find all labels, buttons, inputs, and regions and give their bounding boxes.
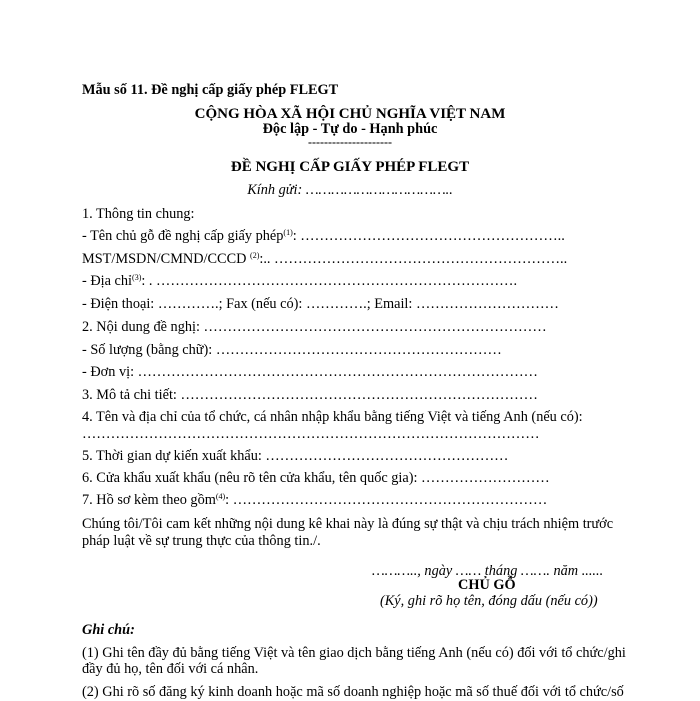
signature-instruction: (Ký, ghi rõ họ tên, đóng dấu (nếu có)) [380,593,598,609]
tax-id-fill: :.. …………………………………………………….. [259,251,568,267]
address-footnote-ref: (3) [132,273,142,282]
attached-docs-field [82,492,640,509]
request-content-field: 2. Nội dung đề nghị: ……………………………………………………………… [82,319,547,335]
tax-id-field [82,251,640,268]
country-name: CỘNG HÒA XÃ HỘI CHỦ NGHĨA VIỆT NAM [194,106,506,122]
export-time-field: 5. Thời gian dự kiến xuất khẩu: …………………………………………… [82,448,509,464]
note-1-line-2: đầy đủ họ, tên đối với cá nhân. [82,661,259,677]
form-label: Mẫu số 11. Đề nghị cấp giấy phép FLEGT [82,82,339,98]
attached-docs-fill: : ………………………………………………………… [225,492,548,508]
tax-id-label: MST/MSDN/CMND/CCCD [82,251,251,267]
importer-label: 4. Tên và địa chỉ của tổ chức, cá nhân nhập khẩu bằng tiếng Việt và tiếng Anh (nếu có): [82,409,583,425]
border-gate-field: 6. Cửa khẩu xuất khẩu (nêu rõ tên cửa khẩu, tên quốc gia): ……………………… [82,470,550,486]
note-1-line-1: (1) Ghi tên đầy đủ bằng tiếng Việt và tên giao dịch bằng tiếng Anh (nếu có) đối với tổ chức/ghi [82,645,626,661]
unit-field: - Đơn vị: ………………………………………………………………………… [82,364,538,380]
general-info-heading: 1. Thông tin chung: [82,206,195,222]
owner-name-field [82,228,640,245]
owner-name-fill: : ……………………………………………….. [292,228,565,244]
addressee-line: Kính gửi: …………………………….. [247,182,453,198]
signature-role: CHỦ GỖ [458,577,516,593]
document-title: ĐỀ NGHỊ CẤP GIẤY PHÉP FLEGT [230,159,470,175]
address-fill: : . …………………………………………………………………. [141,273,518,289]
address-field [82,273,640,290]
owner-name-label: - Tên chủ gỗ đề nghị cấp giấy phép [82,228,284,244]
signature-date-line: ……….., ngày …… tháng ……. năm ...... [372,563,604,579]
attached-docs-footnote-ref: (4) [215,492,226,501]
header-separator: --------------------- [308,135,392,149]
national-motto: Độc lập - Tự do - Hạnh phúc [262,121,438,137]
detail-description-field: 3. Mô tả chi tiết: ………………………………………………………………… [82,387,538,403]
commitment-line-2: pháp luật về sự trung thực của thông tin./. [82,533,321,549]
attached-docs-label: 7. Hồ sơ kèm theo gồm [82,492,216,508]
contact-field: - Điện thoại: ………….; Fax (nếu có): ………….; Email: ………………………… [82,296,559,312]
note-2-line-1: (2) Ghi rõ số đăng ký kinh doanh hoặc mã số doanh nghiệp hoặc mã số thuế đối với tổ chức/số [82,684,624,700]
address-label: - Địa chỉ [82,273,133,289]
tax-id-footnote-ref: (2) [250,251,260,260]
commitment-line-1: Chúng tôi/Tôi cam kết những nội dung kê khai này là đúng sự thật và chịu trách nhiệm trước [82,516,614,532]
importer-fill: …………………………………………………………………………………… [82,426,540,442]
owner-name-footnote-ref: (1) [283,228,293,237]
quantity-words-field: - Số lượng (bằng chữ): …………………………………………………… [82,342,502,358]
notes-heading: Ghi chú: [82,622,135,638]
